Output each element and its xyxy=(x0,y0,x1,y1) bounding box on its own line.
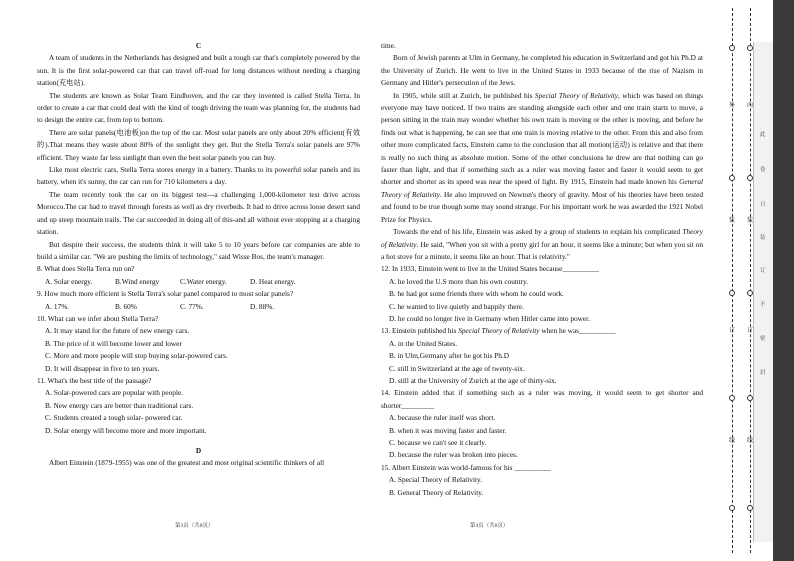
q14-option-a: A. because the ruler itself was short. xyxy=(389,413,496,423)
notice-char-8: 封 xyxy=(760,370,766,376)
binding-hole xyxy=(729,175,735,181)
d-continuation: time. xyxy=(381,41,396,50)
question-14: 14. Einstein added that if something such as a ruler was moving, it would seem to get shorter and shorter_________ xyxy=(381,388,703,410)
q13-option-d: D. still at the University of Zurich at the age of thirty-six. xyxy=(389,375,557,385)
q9-option-a: A. 17%. xyxy=(45,301,70,311)
question-8-options xyxy=(37,276,360,288)
q9-option-b: B. 60% xyxy=(115,301,137,311)
binding-hole xyxy=(729,395,735,401)
question-12: 12. In 1933, Einstein went to live in the United States because__________ xyxy=(381,264,599,274)
q13-option-a: A. in the United States. xyxy=(389,338,458,348)
binding-margin xyxy=(722,0,794,561)
notice-char-4: 装 xyxy=(760,235,766,241)
q12-option-d: D. he could no longer live in Germany when Hitler came into power. xyxy=(389,313,591,323)
q8-option-a: A. Solar energy. xyxy=(45,276,93,286)
inner-mark-3: 订 xyxy=(747,328,754,334)
inner-binding-line xyxy=(750,8,751,553)
q9-option-d: D. 88%. xyxy=(250,301,275,311)
section-d-title: D xyxy=(195,446,202,455)
page-footer-left: 第3页（共8页） xyxy=(175,523,214,529)
section-c-title: C xyxy=(195,41,202,50)
c-paragraph-5: The team recently took the car on its biggest test---a challenging 1,000-kilometer test drive across Morocco.The car had to travel through forests as well as dry riverbeds. It had to drive across loose desert sand and up steep mountain trails. The car succeeded in doing all of this-and all without ever stopping at a charging station. xyxy=(37,189,360,237)
question-10: 10. What can we infer about Stella Terra? xyxy=(37,313,159,323)
margin-black-bar xyxy=(773,0,794,561)
q13-option-c: C. still in Switzerland at the age of twenty-six. xyxy=(389,363,525,373)
inner-mark-4: 线 xyxy=(747,438,754,444)
q10-option-a: A. It may stand for the future of new energy cars. xyxy=(45,326,190,336)
q13-option-b: B. in Ulm,Germany after he got his Ph.D xyxy=(389,351,509,361)
q8-option-c: C.Water energy. xyxy=(180,276,227,286)
binding-hole xyxy=(747,45,753,51)
binding-hole xyxy=(747,290,753,296)
notice-char-2: 卷 xyxy=(760,167,766,173)
q11-option-a: A. Solar-powered cars are popular with people. xyxy=(45,388,184,398)
question-9: 9. How much more efficient is Stella Terra's solar panel compared to most solar panels? xyxy=(37,289,294,299)
c-paragraph-6: But despite their success, the students think it will take 5 to 10 years before car companies are able to build a similar car. "We are pushing the limits of technology," said Wisse Bos, the team's manager. xyxy=(37,239,360,261)
inner-mark-1: 内 xyxy=(747,103,754,109)
question-8: 8. What does Stella Terra run on? xyxy=(37,264,135,274)
notice-char-5: 订 xyxy=(760,268,766,274)
binding-hole xyxy=(729,290,735,296)
q15-option-a: A. Special Theory of Relativity. xyxy=(389,475,483,485)
outer-mark-2: 装 xyxy=(729,218,736,224)
question-11: 11. What's the best title of the passage? xyxy=(37,375,152,385)
q15-option-b: B. General Theory of Relativity. xyxy=(389,487,484,497)
question-13: 13. Einstein published his Special Theory of Relativity when he was__________ xyxy=(381,326,616,336)
left-column xyxy=(37,40,360,470)
question-9-options xyxy=(37,301,360,313)
d-paragraph-3: Towards the end of his life, Einstein was asked by a group of students to explain his complicated Theory of Relativity. He said, "When you sit with a pretty girl for an hour, it seems like a minute; but when you sit on a hot stove for a minute, it seems like an hour. That is relativity." xyxy=(381,227,703,261)
q14-option-d: D. because the ruler was broken into pieces. xyxy=(389,450,518,460)
right-column xyxy=(381,40,703,499)
q8-option-b: B.Wind energy xyxy=(115,276,160,286)
q12-option-a: A. he loved the U.S more than his own country. xyxy=(389,276,528,286)
notice-char-1: 此 xyxy=(760,132,766,138)
binding-hole xyxy=(747,395,753,401)
binding-hole xyxy=(729,45,735,51)
page-footer-right: 第4页（共8页） xyxy=(470,523,509,529)
binding-hole xyxy=(729,505,735,511)
c-paragraph-2: The students are known as Solar Team Eindhoven, and the car they invented is called Stella Terra. In order to create a car that could deal with the kind of tough driving the team was planning for, the students had to design the entire car, from top to bottom. xyxy=(37,90,360,125)
q10-option-d: D. It will disappear in five to ten years. xyxy=(45,363,160,373)
q11-option-b: B. New energy cars are better than traditional cars. xyxy=(45,400,194,410)
q11-option-c: C. Students created a tough solar- powered car. xyxy=(45,413,183,423)
binding-hole xyxy=(747,175,753,181)
c-paragraph-1: A team of students in the Netherlands has designed and built a tough car that's completely powered by the sun. It is the first solar-powered car that can travel off-road for long distances without needing a charging station(充电站). xyxy=(37,53,360,88)
question-15: 15. Albert Einstein was world-famous for his __________ xyxy=(381,462,551,472)
notice-char-3: 只 xyxy=(760,202,766,208)
outer-binding-line xyxy=(732,8,733,553)
outer-mark-1: 外 xyxy=(729,103,736,109)
d-paragraph-1: Born of Jewish parents at Ulm in Germany, he completed his education in Switzerland and got his Ph.D at the University of Zurich. He went to live in the United States in 1933 because of the rise of Nazism in Germany and Hitler's persecution of the Jews. xyxy=(381,53,703,88)
q9-option-c: C. 77%. xyxy=(180,301,204,311)
c-paragraph-3: There are solar panels(电池板)on the top of the car. Most solar panels are only about 20% efficient(有效的).That means they waste about 80% of the sunlight they get. But the Stella Terra's solar panels are 97% efficient. They waste far less sunlight than even the best solar panels you can buy. xyxy=(37,127,360,162)
q8-option-d: D. Heat energy. xyxy=(250,276,296,286)
outer-mark-3: 订 xyxy=(729,328,736,334)
binding-hole xyxy=(747,505,753,511)
q14-option-c: C. because we can't see it clearly. xyxy=(389,438,487,447)
q14-option-b: B. when it was moving faster and faster. xyxy=(389,425,507,435)
outer-mark-4: 线 xyxy=(729,438,736,444)
c-paragraph-4: Like most electric cars, Stella Terra stores energy in a battery. Thanks to its powerful solar panels and its battery, when it's sunny, the car can run for 710 kilometers a day. xyxy=(37,165,360,187)
notice-char-6: 不 xyxy=(760,302,766,308)
q12-option-c: C. he wanted to live quietly and happily there. xyxy=(389,301,524,311)
notice-strip xyxy=(753,42,774,542)
q10-option-b: B. The price of it will become lower and lower xyxy=(45,338,182,348)
q10-option-c: C. More and more people will stop buying solar-powered cars. xyxy=(45,351,228,361)
q11-option-d: D. Solar energy will become more and more important. xyxy=(45,425,207,435)
notice-char-7: 密 xyxy=(760,336,766,342)
q12-option-b: B. he had got some friends there with whom he could work. xyxy=(389,289,564,299)
inner-mark-2: 装 xyxy=(747,218,754,224)
d-paragraph-2: In 1905, while still at Zurich, he published his Special Theory of Relativity, which was based on things everyone may have noticed. If two trains are standing alongside each other and one train starts to move, a person sitting in the train may wonder whether his own train is moving or the other is moving, and before he finds out what is happening, he can see that one train is moving relative to the other. From this and also from other more complicated facts, Einstein came to the conclusion that all motion(运动) is relative and that there is really no such thing as absolute motion. Some of the other conclusions he drew are that nothing can go faster than light, and that if something such as a ruler was moving faster and faster it would seem to get shorter and shorter as its speed was near the speed of light. By 1915, Einstein had made known his General Theory of Relativity. He also improved on Newton's theory of gravity. Most of his theories have been tested and found to be true though some may sound strange. For his important work he was awarded the 1921 Nobel Prize for Physics. xyxy=(381,90,703,224)
d-intro: Albert Einstein (1879-1955) was one of the greatest and most original scientific thinkers of all xyxy=(49,458,325,468)
